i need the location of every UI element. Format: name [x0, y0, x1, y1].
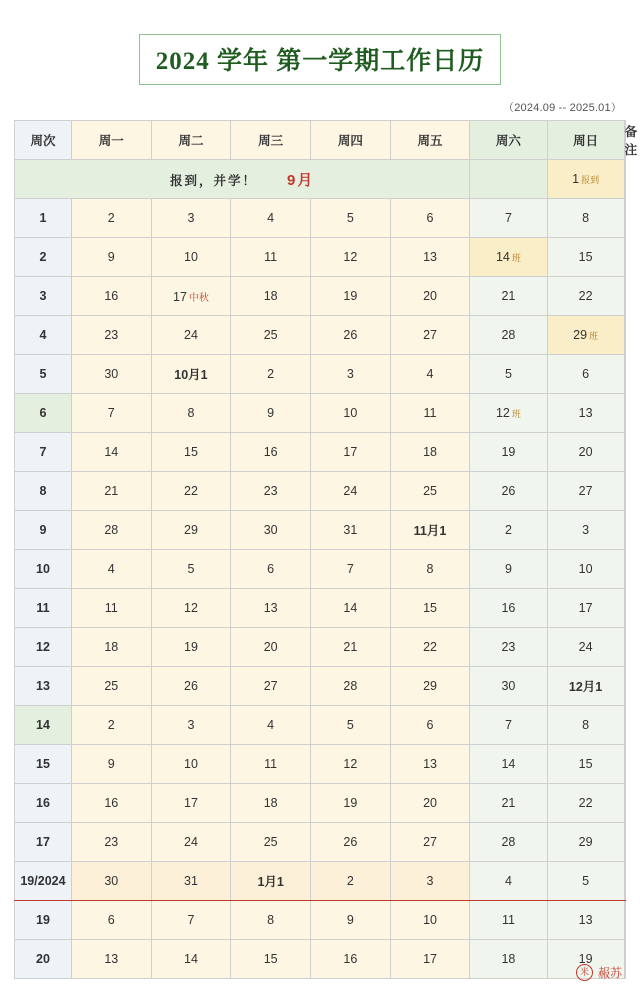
calendar-table — [14, 120, 638, 979]
week-number: 3 — [15, 277, 72, 316]
day-cell-saturday: 28 — [470, 823, 547, 862]
day-cell: 5 — [310, 199, 390, 238]
day-cell: 17 — [390, 940, 470, 979]
day-cell: 25 — [231, 316, 311, 355]
day-number: 12 — [495, 406, 510, 420]
calendar-page — [0, 34, 640, 995]
title-container — [14, 34, 626, 85]
banner-text: 报到，并学！ — [170, 173, 258, 188]
day-cell: 21 — [71, 472, 151, 511]
festival-label: 中秋 — [188, 292, 209, 304]
column-header-wednesday: 周三 — [231, 121, 311, 160]
watermark — [576, 964, 622, 981]
remark-cell — [624, 238, 625, 277]
table-row — [15, 316, 626, 355]
day-cell-sunday: 10 — [547, 550, 624, 589]
table-row — [15, 706, 626, 745]
day-cell: 20 — [390, 277, 470, 316]
remark-cell — [624, 394, 625, 433]
day-cell-festival — [151, 277, 231, 316]
day-cell: 17 — [310, 433, 390, 472]
workday-tag: 班 — [511, 253, 521, 263]
day-cell: 4 — [231, 199, 311, 238]
day-cell: 28 — [71, 511, 151, 550]
day-cell: 12 — [151, 589, 231, 628]
day-cell: 31 — [151, 862, 231, 901]
day-cell-saturday: 30 — [470, 667, 547, 706]
remark-cell — [624, 316, 625, 355]
table-row — [15, 667, 626, 706]
column-header-saturday: 周六 — [470, 121, 547, 160]
banner-cell — [15, 160, 470, 199]
day-cell: 16 — [71, 784, 151, 823]
day-cell: 10 — [390, 901, 470, 940]
day-cell: 7 — [151, 901, 231, 940]
day-cell: 27 — [390, 823, 470, 862]
day-cell: 10 — [151, 238, 231, 277]
day-cell-saturday: 11 — [470, 901, 547, 940]
column-header-friday: 周五 — [390, 121, 470, 160]
day-cell: 10 — [310, 394, 390, 433]
banner-sunday-report — [547, 160, 624, 199]
week-number: 1 — [15, 199, 72, 238]
day-cell: 18 — [390, 433, 470, 472]
table-row-new-year — [15, 862, 626, 901]
remark-cell — [624, 472, 625, 511]
day-cell: 19 — [310, 784, 390, 823]
day-cell-sunday: 22 — [547, 277, 624, 316]
page-title: 2024 学年 第一学期工作日历 — [155, 48, 485, 75]
table-row — [15, 628, 626, 667]
day-cell: 16 — [231, 433, 311, 472]
day-cell-saturday: 23 — [470, 628, 547, 667]
day-cell-sunday: 24 — [547, 628, 624, 667]
day-cell: 2 — [71, 199, 151, 238]
day-cell: 15 — [151, 433, 231, 472]
day-cell: 30 — [231, 511, 311, 550]
week-number: 9 — [15, 511, 72, 550]
day-cell-saturday-workday — [470, 238, 547, 277]
remark-cell — [624, 862, 625, 901]
day-cell: 11 — [71, 589, 151, 628]
day-cell-saturday: 21 — [470, 277, 547, 316]
week-number: 19 — [15, 901, 72, 940]
day-cell: 24 — [151, 823, 231, 862]
day-cell-saturday: 14 — [470, 745, 547, 784]
banner-sunday-tag: 报到 — [581, 175, 600, 185]
remark-cell — [624, 355, 625, 394]
day-cell: 14 — [310, 589, 390, 628]
day-cell: 4 — [390, 355, 470, 394]
day-cell: 23 — [231, 472, 311, 511]
day-cell: 24 — [310, 472, 390, 511]
day-cell-sunday: 15 — [547, 745, 624, 784]
day-cell: 26 — [310, 316, 390, 355]
day-cell-saturday: 21 — [470, 784, 547, 823]
week-number: 11 — [15, 589, 72, 628]
day-cell: 9 — [71, 238, 151, 277]
day-cell: 9 — [310, 901, 390, 940]
table-row — [15, 550, 626, 589]
day-cell: 13 — [390, 745, 470, 784]
day-cell: 26 — [151, 667, 231, 706]
banner-month: 9月 — [287, 171, 315, 189]
column-header-tuesday: 周二 — [151, 121, 231, 160]
day-cell: 9 — [71, 745, 151, 784]
remark-cell — [624, 940, 625, 979]
week-number: 12 — [15, 628, 72, 667]
column-header-monday: 周一 — [71, 121, 151, 160]
day-cell: 5 — [151, 550, 231, 589]
week-number: 2 — [15, 238, 72, 277]
day-cell-sunday: 13 — [547, 901, 624, 940]
day-cell: 5 — [310, 706, 390, 745]
day-cell-saturday: 4 — [470, 862, 547, 901]
day-cell: 8 — [151, 394, 231, 433]
day-cell: 27 — [231, 667, 311, 706]
day-cell-sunday: 3 — [547, 511, 624, 550]
remark-cell — [624, 823, 625, 862]
day-cell-sunday: 8 — [547, 199, 624, 238]
banner-sunday-date: 1 — [572, 172, 580, 186]
table-body — [15, 160, 626, 979]
day-cell: 14 — [71, 433, 151, 472]
title-box — [139, 34, 502, 85]
day-cell-sunday: 27 — [547, 472, 624, 511]
day-cell: 17 — [151, 784, 231, 823]
week-number: 20 — [15, 940, 72, 979]
week-number: 10 — [15, 550, 72, 589]
day-cell-sunday: 6 — [547, 355, 624, 394]
day-cell: 2 — [231, 355, 311, 394]
remark-cell — [624, 745, 625, 784]
day-cell: 13 — [71, 940, 151, 979]
workday-tag: 班 — [511, 409, 521, 419]
day-cell: 12 — [310, 238, 390, 277]
remark-cell — [624, 667, 625, 706]
day-cell: 3 — [151, 706, 231, 745]
banner-saturday-empty — [470, 160, 547, 199]
day-cell-month-start: 10月1 — [151, 355, 231, 394]
day-cell-saturday: 7 — [470, 706, 547, 745]
week-number: 5 — [15, 355, 72, 394]
day-cell: 6 — [231, 550, 311, 589]
day-cell: 3 — [310, 355, 390, 394]
workday-tag: 班 — [589, 331, 599, 341]
table-row — [15, 277, 626, 316]
day-cell-saturday: 16 — [470, 589, 547, 628]
day-cell-sunday: 15 — [547, 238, 624, 277]
table-row — [15, 394, 626, 433]
day-cell-saturday-workday — [470, 394, 547, 433]
day-cell: 18 — [231, 784, 311, 823]
day-cell-saturday: 26 — [470, 472, 547, 511]
day-cell-sunday: 19 — [547, 940, 624, 979]
day-number: 17 — [173, 289, 187, 304]
remark-cell — [624, 277, 625, 316]
day-cell-month-start: 1月1 — [231, 862, 311, 901]
table-row — [15, 238, 626, 277]
remark-cell — [624, 199, 625, 238]
day-cell: 15 — [390, 589, 470, 628]
day-cell: 13 — [231, 589, 311, 628]
week-number-text: 19/2024 — [20, 874, 66, 888]
day-cell: 13 — [390, 238, 470, 277]
day-number: 14 — [495, 250, 510, 264]
column-header-thursday: 周四 — [310, 121, 390, 160]
day-cell: 2 — [310, 862, 390, 901]
day-cell: 30 — [71, 862, 151, 901]
day-cell: 18 — [231, 277, 311, 316]
table-row — [15, 355, 626, 394]
header-row — [15, 121, 626, 160]
watermark-icon: 米 — [576, 964, 593, 981]
day-cell-saturday: 2 — [470, 511, 547, 550]
day-cell: 25 — [390, 472, 470, 511]
day-cell: 4 — [71, 550, 151, 589]
remark-cell — [624, 550, 625, 589]
day-cell-sunday: 13 — [547, 394, 624, 433]
week-number: 4 — [15, 316, 72, 355]
day-cell: 8 — [231, 901, 311, 940]
day-cell: 4 — [231, 706, 311, 745]
day-cell-saturday: 7 — [470, 199, 547, 238]
day-cell-sunday: 5 — [547, 862, 624, 901]
table-header — [15, 121, 638, 160]
day-cell: 2 — [71, 706, 151, 745]
day-cell: 23 — [71, 316, 151, 355]
week-number: 8 — [15, 472, 72, 511]
week-number: 16 — [15, 784, 72, 823]
table-row — [15, 784, 626, 823]
column-header-sunday: 周日 — [547, 121, 624, 160]
day-cell: 3 — [390, 862, 470, 901]
day-cell: 25 — [231, 823, 311, 862]
remark-cell — [624, 160, 625, 199]
week-number: 14 — [15, 706, 72, 745]
day-cell: 6 — [390, 706, 470, 745]
day-cell: 30 — [71, 355, 151, 394]
day-cell-sunday: 29 — [547, 823, 624, 862]
week-number: 13 — [15, 667, 72, 706]
day-cell: 7 — [71, 394, 151, 433]
day-cell: 23 — [71, 823, 151, 862]
table-row — [15, 199, 626, 238]
day-cell-month-start: 12月1 — [547, 667, 624, 706]
day-cell: 18 — [71, 628, 151, 667]
remark-cell — [624, 901, 625, 940]
day-cell: 8 — [390, 550, 470, 589]
day-cell: 20 — [390, 784, 470, 823]
remark-cell — [624, 433, 625, 472]
table-row — [15, 940, 626, 979]
day-cell: 15 — [231, 940, 311, 979]
week-number: 6 — [15, 394, 72, 433]
table-row — [15, 433, 626, 472]
column-header-week: 周次 — [15, 121, 72, 160]
day-cell: 31 — [310, 511, 390, 550]
table-row — [15, 745, 626, 784]
day-cell: 22 — [151, 472, 231, 511]
day-cell: 24 — [151, 316, 231, 355]
remark-cell — [624, 784, 625, 823]
day-cell: 21 — [310, 628, 390, 667]
watermark-label: 赧苏 — [597, 966, 622, 980]
day-cell: 14 — [151, 940, 231, 979]
day-cell: 3 — [151, 199, 231, 238]
day-cell: 27 — [390, 316, 470, 355]
day-cell: 9 — [231, 394, 311, 433]
day-cell-sunday: 8 — [547, 706, 624, 745]
day-cell-sunday-workday — [547, 316, 624, 355]
day-cell-saturday: 19 — [470, 433, 547, 472]
table-row — [15, 472, 626, 511]
day-cell-saturday: 9 — [470, 550, 547, 589]
day-cell: 25 — [71, 667, 151, 706]
table-row — [15, 511, 626, 550]
remark-cell — [624, 628, 625, 667]
day-cell: 29 — [151, 511, 231, 550]
day-cell: 10 — [151, 745, 231, 784]
day-cell: 6 — [390, 199, 470, 238]
day-cell: 11 — [231, 745, 311, 784]
day-cell: 12 — [310, 745, 390, 784]
day-cell-saturday: 5 — [470, 355, 547, 394]
day-cell: 19 — [310, 277, 390, 316]
remark-cell — [624, 706, 625, 745]
table-row — [15, 589, 626, 628]
week-number: 17 — [15, 823, 72, 862]
day-cell: 16 — [71, 277, 151, 316]
day-cell-saturday: 18 — [470, 940, 547, 979]
day-cell: 28 — [310, 667, 390, 706]
banner-row — [15, 160, 626, 199]
day-cell: 26 — [310, 823, 390, 862]
week-number: 7 — [15, 433, 72, 472]
day-cell-sunday: 17 — [547, 589, 624, 628]
day-cell-sunday: 22 — [547, 784, 624, 823]
day-cell: 20 — [231, 628, 311, 667]
table-row — [15, 823, 626, 862]
day-number: 29 — [573, 328, 588, 342]
table-row — [15, 901, 626, 940]
day-cell-month-start: 11月1 — [390, 511, 470, 550]
week-number: 15 — [15, 745, 72, 784]
remark-cell — [624, 589, 625, 628]
remark-cell — [624, 511, 625, 550]
day-cell: 6 — [71, 901, 151, 940]
day-cell: 19 — [151, 628, 231, 667]
day-cell: 22 — [390, 628, 470, 667]
column-header-remarks: 备注 — [624, 121, 625, 160]
day-cell: 7 — [310, 550, 390, 589]
week-number-new-year — [15, 862, 72, 901]
day-cell: 29 — [390, 667, 470, 706]
date-range-subtitle: （2024.09 -- 2025.01） — [503, 102, 622, 114]
day-cell: 11 — [390, 394, 470, 433]
day-cell: 11 — [231, 238, 311, 277]
day-cell-saturday: 28 — [470, 316, 547, 355]
day-cell-sunday: 20 — [547, 433, 624, 472]
day-cell: 16 — [310, 940, 390, 979]
